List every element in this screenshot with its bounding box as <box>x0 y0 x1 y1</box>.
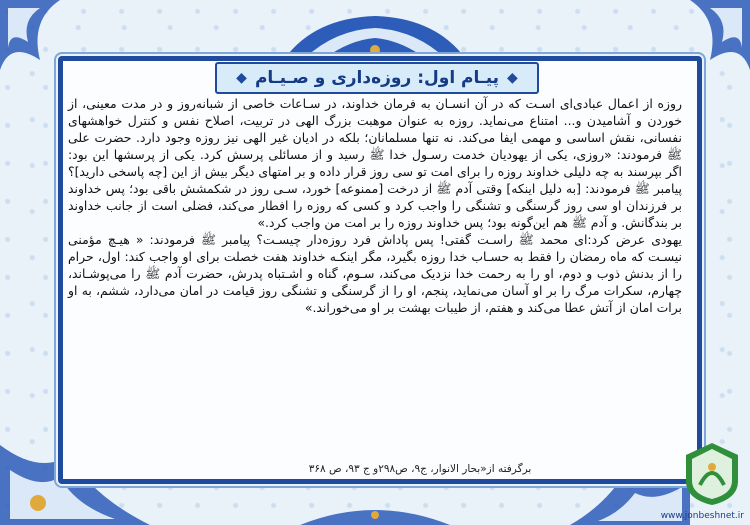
site-logo <box>682 441 742 507</box>
page-title: پیـام اول: روزه‌داری و صـیـام <box>254 68 500 88</box>
bottom-ornament <box>300 495 450 525</box>
paragraph: روزه از اعمال عبادی‌ای اسـت که در آن انسـان به فرمان خداوند، در سـاعات خاصی از شبانه‌روز و در مدت معینی، از خوردن و آشامیدن و... امتناع می‌نماید. روزه به عنوان موهبت بزرگ الهی در تربیت، اصلاح نفس و کنترل خواهشهای نفسانی، نقش اساسی و مهمی ایفا می‌کند. نه تنها مسلمانان؛ بلکه در ادیان غیر الهی نیز روزه وجود دارد. حضرت علی ﷺ فرمودند: «روزی، یکی از یهودیان خدمت رسـول خدا ﷺ رسید و از مسائلی پرسش کرد. یکی از پرسشها این بود: اگر بپرسند به چه دلیلی خداوند روزه را برای امت تو سی روز قرار داده و بر امتهای دیگر بیش از این [چه پاسخی دارید]؟ پیامبر ﷺ فرمودند: [به دلیل اینکه] وقتی آدم ﷺ از درخت [ممنوعه] خورد، سـی روز در شکمشش باقی بود؛ پس خداوند بر فرزندان او سی روز گرسنگی و تشنگی را واجب کرد و کسی که روزه را افطار می‌کند، فضلی است از جانب خداوند بر بندگانش. و آدم ﷺ هم این‌گونه بود؛ پس خداوند روزه را بر امت من واجب کرد.» <box>68 96 682 230</box>
source-citation: برگرفته از«بحار الانوار، ج۹، ص۲۹۸و ج ۹۳، ص ۳۶۸ <box>308 463 532 475</box>
diamond-icon: ◆ <box>236 70 247 86</box>
diamond-icon: ◆ <box>507 70 518 86</box>
website-url: www.jonbeshnet.ir <box>660 511 744 521</box>
paragraph: یهودی عرض کرد:ای محمد ﷺ راسـت گفتی! پس پاداش فرد روزه‌دار چیسـت؟ پیامبر ﷺ فرمودند: « هیـچ مؤمنی نیسـت که ماه رمضان را فقط به حسـاب خدا روزه بگیرد، مگر اینکـه خداوند هفت خصلت برای او واجب کند: اول، حرام را از بدنش ذوب و دوم، او را به رحمت خدا نزدیک می‌کند، سـوم، گناه و اشـتباه پدرش، حضرت آدم ﷺ را می‌پوشـاند، چهارم، سکرات مرگ را بر او آسان می‌نماید، پنجم، او را از گرسنگی و تشنگی روز قیامت در امان می‌دارد، ششم، به او برات امان از آتش عطا می‌کند و هفتم، از طیبات بهشت بر او می‌خوراند.» <box>68 232 682 315</box>
article-body <box>68 95 682 316</box>
top-ornament <box>275 8 475 60</box>
title-box <box>215 62 539 94</box>
